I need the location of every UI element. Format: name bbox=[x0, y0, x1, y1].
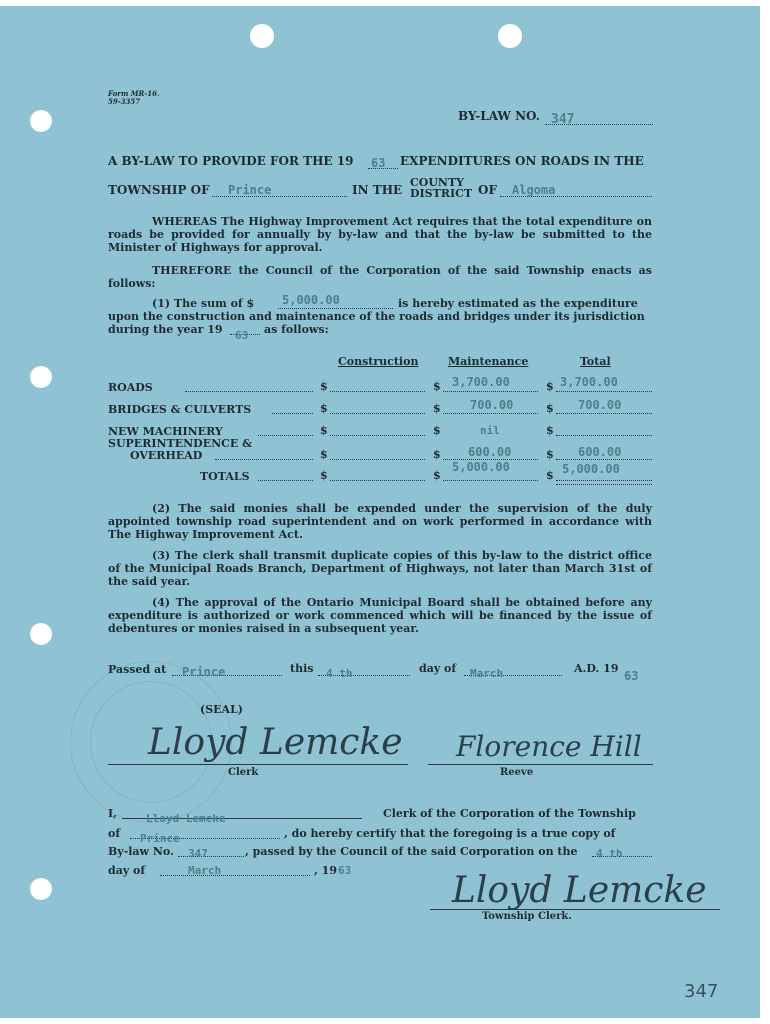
dollar-sign: $ bbox=[433, 469, 441, 482]
clause1-year: 63 bbox=[235, 329, 249, 342]
roads-total: 3,700.00 bbox=[560, 375, 618, 389]
row-label-roads: ROADS bbox=[108, 381, 153, 394]
dollar-sign: $ bbox=[546, 424, 554, 437]
punch-hole bbox=[30, 110, 52, 132]
cert-day-of: day of bbox=[108, 864, 146, 877]
dollar-sign: $ bbox=[433, 448, 441, 461]
district-name: Algoma bbox=[512, 183, 556, 197]
cert-township: Prince bbox=[140, 832, 180, 845]
cert-clerk-of: Clerk of the Corporation of the Township bbox=[383, 807, 636, 820]
of-label: OF bbox=[478, 183, 497, 197]
reeve-signature: Florence Hill bbox=[456, 730, 642, 763]
clause2-paragraph: (2) The said monies shall be expended under the supervision of the duly appointed township road superintendent and on work performed in accordance with The Highway Improvement Act. bbox=[108, 502, 652, 541]
title-part2: EXPENDITURES ON ROADS IN THE bbox=[400, 154, 644, 168]
clause1-e: as follows: bbox=[264, 323, 329, 336]
title-year: 63 bbox=[371, 156, 386, 170]
passed-place: Prince bbox=[182, 665, 226, 679]
punch-hole bbox=[30, 366, 52, 388]
township-label: TOWNSHIP OF bbox=[108, 183, 210, 197]
clerk-label: Clerk bbox=[228, 767, 259, 778]
dollar-sign: $ bbox=[546, 380, 554, 393]
punch-hole bbox=[30, 623, 52, 645]
passed-ad: A.D. 19 bbox=[574, 662, 619, 675]
passed-day-of: day of bbox=[419, 662, 457, 675]
bridges-total: 700.00 bbox=[578, 398, 622, 412]
form-id: Form MR-16. 59-3357 bbox=[108, 89, 160, 106]
clause1-a: (1) The sum of $ bbox=[152, 297, 255, 310]
cert-year: 63 bbox=[338, 864, 352, 877]
county-label: COUNTY bbox=[410, 176, 465, 189]
seal-label: (SEAL) bbox=[200, 703, 244, 716]
passed-label: Passed at bbox=[108, 663, 167, 676]
clause1-b: is hereby estimated as the expenditure bbox=[398, 297, 638, 310]
header-maintenance: Maintenance bbox=[448, 355, 529, 368]
row-label-totals: TOTALS bbox=[200, 470, 250, 483]
punch-hole bbox=[498, 24, 522, 48]
dollar-sign: $ bbox=[433, 424, 441, 437]
passed-day: 4 th bbox=[326, 667, 353, 680]
row-label-overhead: OVERHEAD bbox=[130, 449, 203, 462]
passed-month: March bbox=[470, 667, 504, 680]
dollar-sign: $ bbox=[546, 448, 554, 461]
row-label-superintendence: SUPERINTENDENCE & bbox=[108, 437, 253, 450]
township-name: Prince bbox=[228, 183, 272, 197]
whereas-paragraph: WHEREAS The Highway Improvement Act requires that the total expenditure on roads be provided for annually by by-law and that the by-law be submitted to the Minister of Highways for approval. bbox=[108, 215, 652, 254]
header-construction: Construction bbox=[338, 355, 419, 368]
dollar-sign: $ bbox=[320, 380, 328, 393]
cert-day: 4 th bbox=[596, 847, 623, 860]
punch-hole bbox=[250, 24, 274, 48]
row-label-machinery: NEW MACHINERY bbox=[108, 425, 223, 438]
dollar-sign: $ bbox=[320, 402, 328, 415]
in-the: IN THE bbox=[352, 183, 403, 197]
clause1-amount: 5,000.00 bbox=[282, 293, 340, 307]
header-total: Total bbox=[580, 355, 611, 368]
cert-number: 347 bbox=[188, 847, 208, 860]
dollar-sign: $ bbox=[433, 380, 441, 393]
dollar-sign: $ bbox=[320, 424, 328, 437]
cert-i: I, bbox=[108, 807, 117, 820]
clause1-c: upon the construction and maintenance of the roads and bridges under its jurisdiction bbox=[108, 310, 645, 323]
clerk-signature: Lloyd Lemcke bbox=[148, 722, 403, 763]
superintendence-maintenance: 600.00 bbox=[468, 445, 512, 459]
bylaw-label: BY-LAW NO. bbox=[458, 109, 540, 123]
cert-month: March bbox=[188, 864, 222, 877]
clause3-paragraph: (3) The clerk shall transmit duplicate copies of this by-law to the district office of the Municipal Roads Branch, Department of Highways, not later than March 31st of the said year. bbox=[108, 549, 652, 588]
superintendence-total: 600.00 bbox=[578, 445, 622, 459]
dollar-sign: $ bbox=[433, 402, 441, 415]
page-number: 347 bbox=[684, 981, 719, 1002]
township-clerk-label: Township Clerk. bbox=[482, 911, 572, 922]
clause4-paragraph: (4) The approval of the Ontario Municipal Board shall be obtained before any expenditure is authorized or work commenced which will be financed by the issue of debentures or monies raised in a subsequent year. bbox=[108, 596, 652, 635]
passed-year: 63 bbox=[624, 669, 639, 683]
bylaw-number: 347 bbox=[551, 112, 575, 127]
bridges-maintenance: 700.00 bbox=[470, 398, 514, 412]
therefore-paragraph: THEREFORE the Council of the Corporation of the said Township enacts as follows: bbox=[108, 264, 652, 290]
passed-this: this bbox=[290, 662, 314, 675]
row-label-bridges: BRIDGES & CULVERTS bbox=[108, 403, 252, 416]
totals-maintenance: 5,000.00 bbox=[452, 460, 510, 474]
district-label: DISTRICT bbox=[410, 187, 473, 200]
cert-year-prefix: , 19 bbox=[314, 864, 337, 877]
dollar-sign: $ bbox=[546, 469, 554, 482]
title-part1: A BY-LAW TO PROVIDE FOR THE 19 bbox=[108, 154, 354, 168]
totals-total: 5,000.00 bbox=[562, 462, 620, 476]
cert-passed-by: , passed by the Council of the said Corporation on the bbox=[245, 845, 578, 858]
punch-hole bbox=[30, 878, 52, 900]
machinery-maintenance: nil bbox=[480, 424, 500, 437]
cert-name: Lloyd Lemcke bbox=[146, 812, 226, 825]
cert-bylaw-no: By-law No. bbox=[108, 845, 174, 858]
dollar-sign: $ bbox=[320, 448, 328, 461]
document-page bbox=[0, 6, 760, 1018]
cert-certify: , do hereby certify that the foregoing is a true copy of bbox=[284, 827, 616, 840]
township-clerk-signature: Lloyd Lemcke bbox=[452, 870, 707, 911]
dollar-sign: $ bbox=[546, 402, 554, 415]
dollar-sign: $ bbox=[320, 469, 328, 482]
reeve-label: Reeve bbox=[500, 767, 534, 778]
cert-of: of bbox=[108, 827, 121, 840]
roads-maintenance: 3,700.00 bbox=[452, 375, 510, 389]
clause1-d: during the year 19 bbox=[108, 323, 223, 336]
